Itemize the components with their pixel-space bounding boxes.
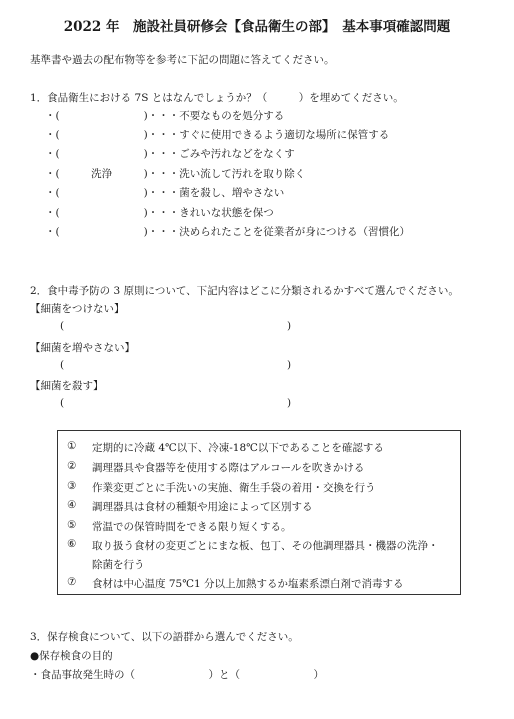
q1-item-definition: )・・・洗い流して汚れを取り除く [143,168,306,180]
q2-answer-open: ( [60,397,65,409]
q3-answer-line: ・食品事故発生時の（ ）と（ ） [30,669,324,681]
q2-answer-close: ) [287,359,292,371]
q1-item [45,146,295,161]
q1-item-bullet: ・( [45,207,60,219]
q1-item-definition: )・・・不要なものを処分する [143,110,285,122]
option-text: 作業変更ごとに手洗いの実施、衛生手袋の着用・交換を行う [92,482,376,494]
option-number: ④ [67,499,77,511]
q1-item [45,127,389,142]
q1-item [45,108,284,123]
option-number: ① [67,440,77,452]
q1-item-definition: )・・・きれいな状態を保つ [143,207,274,219]
q2-group-label: 【細菌をつけない】 [30,303,125,315]
q1-item-definition: )・・・すぐに使用できるよう適切な場所に保管する [143,129,390,141]
q2-group-label: 【細菌を殺す】 [30,380,104,392]
option-number: ⑦ [67,576,77,588]
page-title: 2022 年 施設社員研修会【食品衛生の部】 基本事項確認問題 [63,19,451,35]
option-text: 調理器具は食材の種類や用途によって区別する [92,501,313,513]
option-number: ⑤ [67,519,77,531]
q1-item-definition: )・・・決められたことを従業者が身につける（習慣化） [143,226,410,238]
option-number: ② [67,460,77,472]
q1-item [45,185,284,200]
option-number: ⑥ [67,538,77,550]
option-text: 食材は中心温度 75℃1 分以上加熱するか塩素系漂白剤で消毒する [92,578,404,590]
q3-subheading: ●保存検食の目的 [30,650,113,662]
q2-group-label: 【細菌を増やさない】 [30,342,135,354]
q2-answer-open: ( [60,359,65,371]
q1-item-bullet: ・( [45,226,60,238]
q1-item-bullet: ・( [45,168,60,180]
q1-item-definition: )・・・ごみや汚れなどをなくす [143,148,295,160]
option-text: 調理器具や食器等を使用する際はアルコールを吹きかける [92,462,365,474]
q2-options-box [57,430,461,595]
q2-prompt: 2．食中毒予防の 3 原則について、下記内容はどこに分類されるかすべて選んでください。 [30,285,459,297]
option-number: ③ [67,480,77,492]
q1-prompt: 1．食品衛生における 7S とはなんでしょうか？（ ）を埋めてください。 [30,92,404,104]
option-text: 常温での保管時間をできる限り短くする。 [92,521,292,533]
option-text: 取り扱う食材の変更ごとにまな板、包丁、その他調理器具・機器の洗浄・ [92,540,439,552]
q1-item [45,166,305,181]
q2-answer-open: ( [60,320,65,332]
q1-item-bullet: ・( [45,110,60,122]
q1-item-bullet: ・( [45,129,60,141]
q1-item [45,224,410,239]
option-text: 定期的に冷蔵 4℃以下、冷凍-18℃以下であることを確認する [92,442,384,454]
q2-answer-close: ) [287,397,292,409]
q1-item-bullet: ・( [45,148,60,160]
intro-text: 基準書や過去の配布物等を参考に下記の問題に答えてください。 [30,54,335,66]
option-text-continued: 除菌を行う [92,559,145,571]
q3-prompt: 3．保存検食について、以下の語群から選んでください。 [30,631,299,643]
q1-item [45,205,274,220]
q1-item-definition: )・・・菌を殺し、増やさない [143,187,285,199]
q2-answer-close: ) [287,320,292,332]
q1-item-bullet: ・( [45,187,60,199]
q1-item-answer[interactable]: 洗浄 [91,168,113,180]
